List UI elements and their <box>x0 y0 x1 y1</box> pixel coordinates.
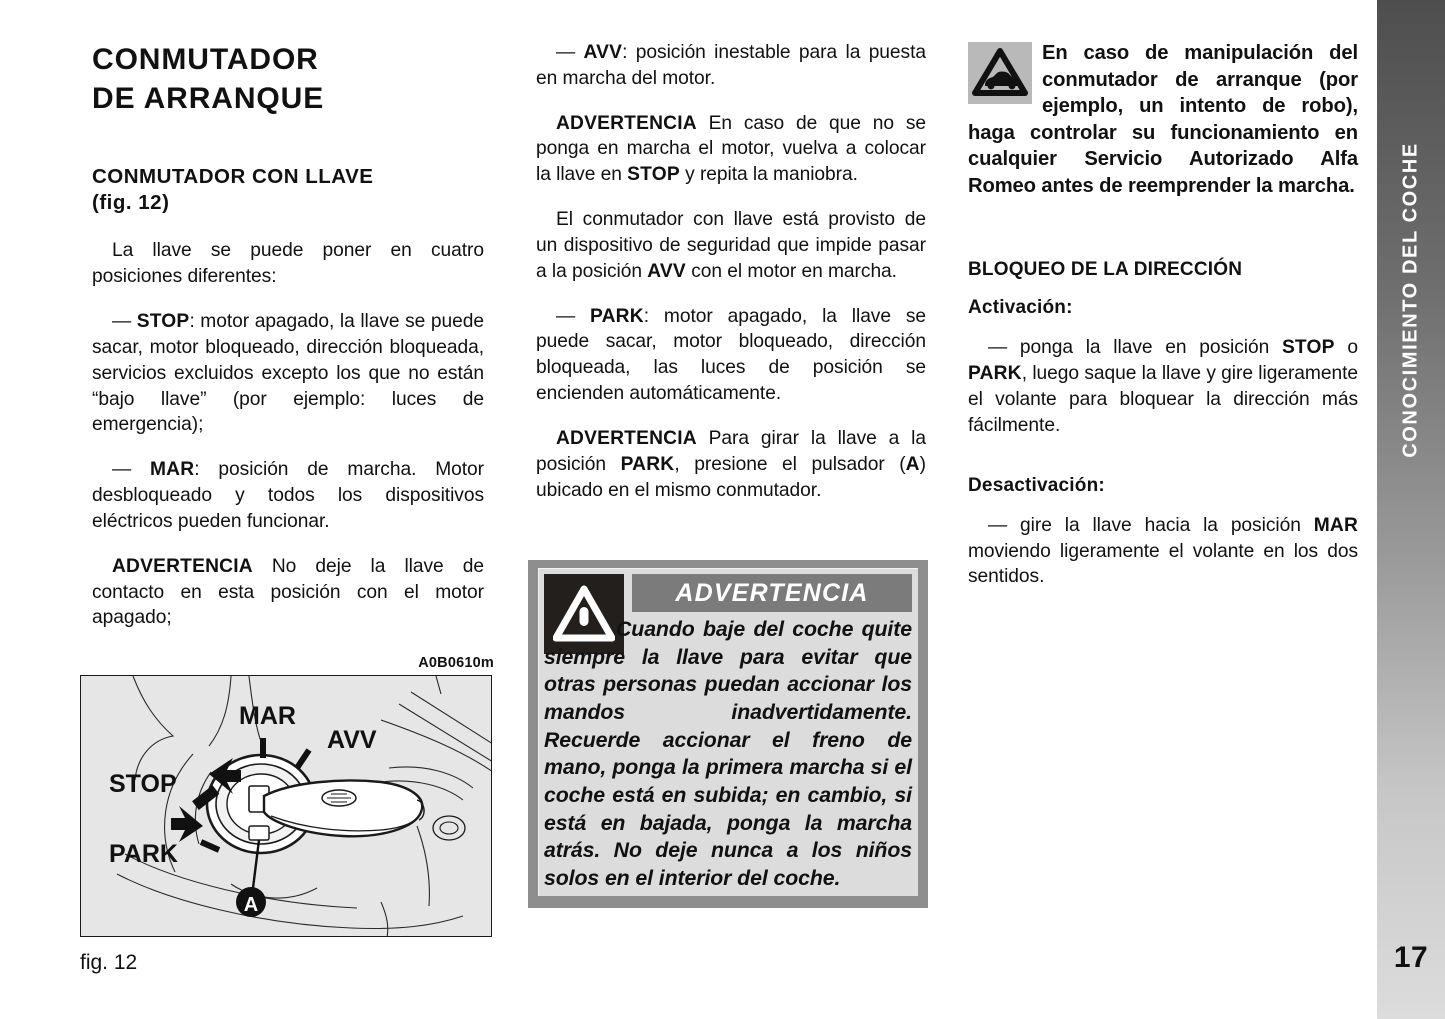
paragraph-seguridad <box>536 207 926 284</box>
paragraph-activacion <box>968 335 1358 438</box>
paragraph-mar-text: : posición de marcha. Motor desbloqueado y todos los dispositivos eléctricos pueden funcionar. <box>92 459 484 532</box>
figure-code: A0B0610m <box>418 655 494 671</box>
figure-label-park: PARK <box>109 840 178 868</box>
warning-box-header-label: ADVERTENCIA <box>675 578 869 607</box>
activacion-text-c: , luego saque la llave y gire ligeramente el volante para bloquear la dirección más fácilmente. <box>968 363 1358 436</box>
ignition-switch-illustration <box>81 676 492 937</box>
key-position-stop: STOP <box>627 164 680 186</box>
key-position-park: PARK <box>620 453 675 475</box>
warning-box <box>528 560 928 908</box>
paragraph-avv-text: : posición inestable para la puesta en marcha del motor. <box>536 42 926 89</box>
warning-box-panel <box>538 568 918 896</box>
text-column-2 <box>536 40 926 522</box>
key-position-mar: MAR <box>150 459 195 481</box>
section-heading-line-1: CONMUTADOR CON LLAVE <box>92 165 374 188</box>
callout-reference-a: A <box>905 453 920 475</box>
dash-marker: — <box>988 514 1021 536</box>
car-warning-triangle-glyph <box>972 47 1028 99</box>
figure-image <box>80 675 492 937</box>
car-warning-triangle-icon <box>968 42 1032 104</box>
text-column-1 <box>92 40 484 650</box>
page-number: 17 <box>1393 941 1429 974</box>
desactivacion-text-a: gire la llave hacia la posición <box>1020 514 1314 536</box>
dash-marker: — <box>556 305 591 327</box>
key-position-avv: AVV <box>647 260 686 282</box>
key-position-avv: AVV <box>583 42 623 63</box>
advertencia-text: No deje la llave de contacto en esta posición con el motor apagado; <box>92 555 484 629</box>
paragraph-desactivacion <box>968 513 1358 590</box>
paragraph-park-text: : motor apagado, la llave se puede sacar, motor bloqueado, dirección bloqueada, las luces de posición se encienden automáticamente. <box>536 305 927 405</box>
key-position-stop: STOP <box>1281 337 1335 359</box>
paragraph-seguridad-a: El conmutador con llave está provisto de un dispositivo de seguridad que impide pasar a la posición <box>536 209 926 282</box>
notice-block <box>968 40 1358 199</box>
advertencia-text-b: , presione el pulsador ( <box>674 453 906 475</box>
dash-marker: — <box>988 337 1020 359</box>
key-position-park: PARK <box>968 363 1022 385</box>
page-title-line-1: CONMUTADOR <box>92 43 319 76</box>
page-title <box>92 40 484 118</box>
advertencia-text-a: En caso de que no se ponga en marcha el motor, vuelva a colocar la llave en <box>536 112 926 186</box>
paragraph-advertencia-3 <box>536 426 926 503</box>
advertencia-text-c: ) ubicado en el mismo conmutador. <box>536 453 927 501</box>
figure-12 <box>80 655 494 975</box>
advertencia-text-b: y repita la maniobra. <box>679 164 858 186</box>
paragraph-mar <box>92 457 484 534</box>
advertencia-lead: ADVERTENCIA <box>112 555 253 577</box>
advertencia-text-a: Para girar la llave a la posición <box>536 427 926 475</box>
paragraph-avv <box>536 40 926 92</box>
warning-box-text: Cuando baje del coche quite siempre la llave para evitar que otras personas puedan accionar los mandos inadvertidamente. Recuerde accionar el freno de mano, ponga la primera marcha si el coche está en subida; en cambio, si está en bajada, ponga la marcha atrás. No deje nunca a los niños solos en el interior del coche. <box>544 617 912 891</box>
paragraph-stop-text: : motor apagado, la llave se puede sacar, motor bloqueado, dirección bloqueada, servicios excluidos excepto los que no están “bajo llave” (por ejemplo: luces de emergencia); <box>92 311 484 436</box>
activacion-text-b: o <box>1334 337 1358 359</box>
paragraph-seguridad-b: con el motor en marcha. <box>685 260 897 282</box>
section-heading-bloqueo: BLOQUEO DE LA DIRECCIÓN <box>968 259 1243 281</box>
figure-label-avv: AVV <box>327 726 377 754</box>
key-position-mar: MAR <box>1313 514 1359 536</box>
paragraph-intro-text: La llave se puede poner en cuatro posiciones diferentes: <box>92 240 484 288</box>
advertencia-lead: ADVERTENCIA <box>556 112 697 134</box>
figure-label-stop: STOP <box>109 770 177 798</box>
advertencia-lead: ADVERTENCIA <box>556 427 697 449</box>
figure-caption: fig. 12 <box>80 951 138 974</box>
chapter-side-tab <box>1373 0 1445 1019</box>
notice-text: En caso de manipulación del conmutador de arranque (por ejemplo, un intento de robo), haga controlar su funcionamiento en cualquier Servicio Autorizado Alfa Romeo antes de reemprender la marcha. <box>968 42 1358 197</box>
section-heading-conmutador-con-llave <box>92 164 484 216</box>
warning-box-header <box>632 574 912 612</box>
key-position-stop: STOP <box>136 311 190 333</box>
dash-marker: — <box>556 42 584 63</box>
paragraph-park <box>536 304 926 407</box>
dash-marker: — <box>112 311 137 333</box>
dash-marker: — <box>112 459 150 481</box>
key-position-park: PARK <box>590 305 644 327</box>
subheading-activacion: Activación: <box>968 297 1073 319</box>
paragraph-advertencia-2 <box>536 111 926 188</box>
figure-label-mar: MAR <box>239 702 296 730</box>
desactivacion-text-b: moviendo ligeramente el volante en los dos sentidos. <box>968 540 1358 588</box>
activacion-text-a: ponga la llave en posición <box>1019 337 1282 359</box>
paragraph-stop <box>92 309 484 438</box>
paragraph-advertencia-1 <box>92 554 484 631</box>
chapter-side-tab-label: CONOCIMIENTO DEL COCHE <box>1399 142 1422 458</box>
figure-callout-label-a: A <box>243 894 259 916</box>
page-title-line-2: DE ARRANQUE <box>92 82 325 115</box>
subheading-desactivacion: Desactivación: <box>968 474 1105 496</box>
paragraph-intro <box>92 238 484 290</box>
text-column-3 <box>968 40 1358 609</box>
section-heading-line-2: (fig. 12) <box>92 191 170 215</box>
